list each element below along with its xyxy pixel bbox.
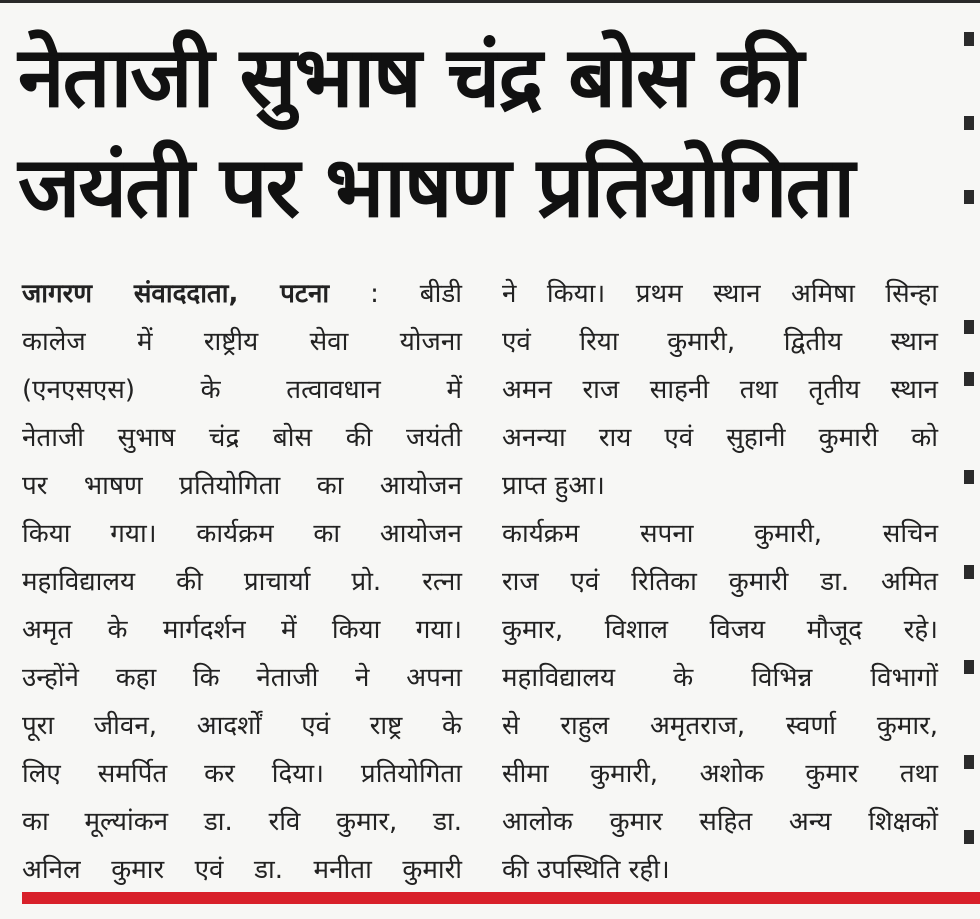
article-line: ने किया। प्रथम स्थान अमिषा सिन्हा (502, 279, 938, 309)
headline (18, 22, 948, 242)
article-column-left (22, 270, 462, 894)
article-line-text: : बीडी (329, 279, 463, 309)
edge-glyph (964, 32, 974, 46)
article-line: उन्होंने कहा कि नेताजी ने अपना (22, 663, 462, 693)
article-line: की उपस्थिति रही। (502, 855, 670, 885)
article-line: महाविद्यालय की प्राचार्या प्रो. रत्ना (22, 567, 462, 597)
article-line: कार्यक्रम सपना कुमारी, सचिन (502, 519, 938, 549)
byline: जागरण संवाददाता, पटना (22, 279, 330, 309)
article-line: किया गया। कार्यक्रम का आयोजन (22, 519, 462, 549)
article-line: प्राप्त हुआ। (502, 471, 605, 501)
article-column-right (502, 270, 938, 894)
article-line: राज एवं रितिका कुमारी डा. अमित (502, 567, 938, 597)
edge-glyph (964, 830, 974, 844)
article-line (22, 270, 462, 318)
article-line: नेताजी सुभाष चंद्र बोस की जयंती (22, 423, 462, 453)
edge-glyph (964, 372, 974, 386)
article-line: अमन राज साहनी तथा तृतीय स्थान (502, 375, 938, 405)
article-line: का मूल्यांकन डा. रवि कुमार, डा. (22, 807, 462, 837)
article-line: कालेज में राष्ट्रीय सेवा योजना (22, 327, 462, 357)
article-line: महाविद्यालय के विभिन्न विभागों (502, 663, 938, 693)
edge-glyph (964, 116, 974, 130)
article-line: अनिल कुमार एवं डा. मनीता कुमारी (22, 855, 462, 885)
red-divider-rule (22, 892, 980, 904)
adjacent-column-edge (962, 20, 980, 880)
edge-glyph (964, 190, 974, 204)
article-line: (एनएसएस) के तत्वावधान में (22, 375, 462, 405)
article-line: कुमार, विशाल विजय मौजूद रहे। (502, 615, 938, 645)
article-line: अमृत के मार्गदर्शन में किया गया। (22, 615, 462, 645)
article-line: लिए समर्पित कर दिया। प्रतियोगिता (22, 759, 462, 789)
article-line: एवं रिया कुमारी, द्वितीय स्थान (502, 327, 938, 357)
article-line: पूरा जीवन, आदर्शों एवं राष्ट्र के (22, 711, 462, 741)
headline-line-1: नेताजी सुभाष चंद्र बोस की (18, 28, 803, 126)
article-line: से राहुल अमृतराज, स्वर्णा कुमार, (502, 711, 938, 741)
headline-line-2: जयंती पर भाषण प्रतियोगिता (18, 138, 854, 236)
article-line: आलोक कुमार सहित अन्य शिक्षकों (502, 807, 938, 837)
edge-glyph (964, 755, 974, 769)
article-line: सीमा कुमारी, अशोक कुमार तथा (502, 759, 938, 789)
article-line: पर भाषण प्रतियोगिता का आयोजन (22, 471, 462, 501)
article-line: अनन्या राय एवं सुहानी कुमारी को (502, 423, 938, 453)
edge-glyph (964, 565, 974, 579)
edge-glyph (964, 320, 974, 334)
edge-glyph (964, 470, 974, 484)
top-border-rule (0, 0, 980, 3)
edge-glyph (964, 660, 974, 674)
